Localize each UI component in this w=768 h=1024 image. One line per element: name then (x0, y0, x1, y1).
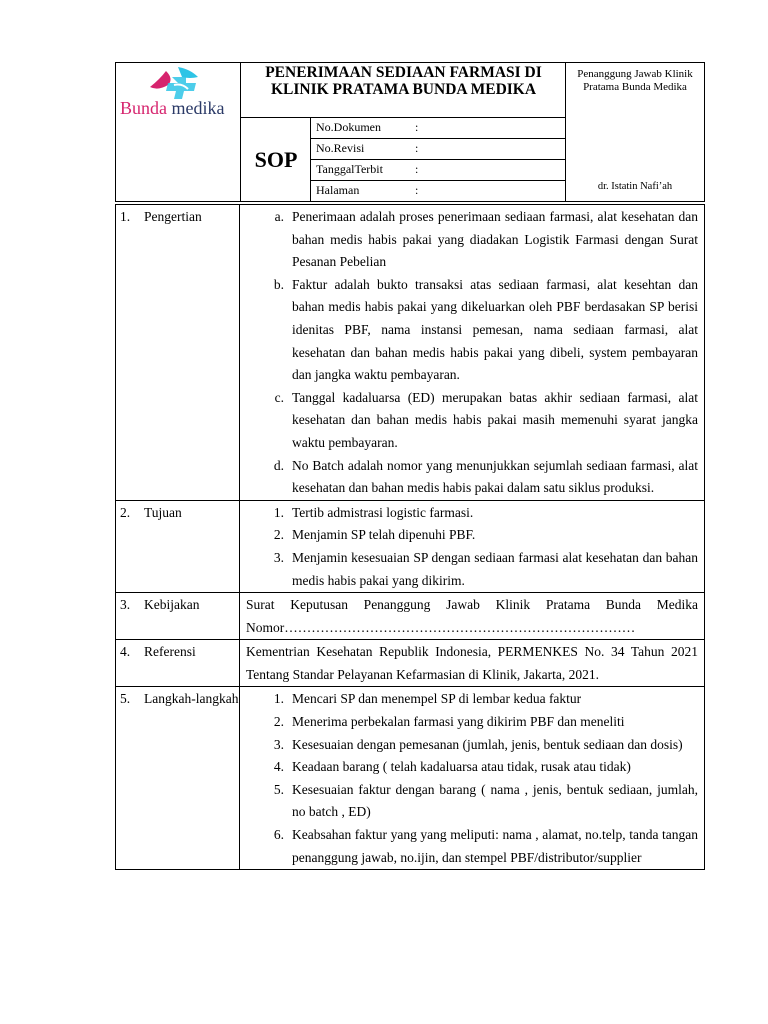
clinic-logo-text: Bunda medika (120, 98, 225, 118)
section-number: 1. (120, 209, 131, 224)
list-item: 4. Keadaan barang ( telah kadaluarsa atau tidak, rusak atau tidak) (273, 759, 631, 775)
section-title: Tujuan (144, 504, 182, 520)
document-title: PENERIMAAN SEDIAAN FARMASI DI KLINIK PRATAMA BUNDA MEDIKA (265, 64, 542, 98)
list-item: 2. Menerima perbekalan farmasi yang dikirim PBF dan meneliti (273, 714, 625, 730)
list-item: b. Faktur adalah bukto transaksi atas sediaan farmasi, alat kesehtan dan bahan medis habis pakai yang dikeluarkan oleh PBF berdasakan SP berisi idenitas PBF, nama instansi pemesan, nama sediaan farmasi, alat kesehatan dan bahan medis habis pakai yang dibeli, system pembayaran dan jangka waktu pembayaran. (273, 276, 698, 383)
list-item: c. Tanggal kadaluarsa (ED) merupakan batas akhir sediaan farmasi, alat kesehatan dan bahan medis habis pakai masih memenuhi syarat jangka waktu pembayaran. (274, 389, 698, 450)
objective-list (240, 501, 704, 592)
section-kebijakan (116, 593, 705, 640)
section-number: 5. (120, 691, 131, 707)
signatory-name: dr. Istatin Nafi’ah (597, 181, 673, 192)
list-item: 2. Menjamin SP telah dipenuhi PBF. (273, 527, 476, 543)
responsible-party: Penanggung Jawab Klinik Pratama Bunda Medika (577, 68, 693, 93)
list-item: 3. Kesesuaian dengan pemesanan (jumlah, jenis, bentuk sediaan dan dosis) (273, 736, 683, 752)
list-item: 1. Tertib admistrasi logistic farmasi. (273, 504, 474, 520)
list-item: a. Penerimaan adalah proses penerimaan sediaan farmasi, alat kesehatan dan bahan medis habis pakai yang diadakan Logistik Farmasi dengan Surat Pesanan Pebelian (274, 209, 698, 270)
sop-label: SOP (254, 147, 298, 172)
issue-date-row: TanggalTerbit : (316, 162, 419, 176)
section-title: Kebijakan (144, 597, 200, 613)
section-title: Pengertian (144, 209, 202, 224)
section-referensi (116, 640, 705, 687)
definition-list (240, 205, 704, 500)
document-header (115, 62, 705, 202)
list-item: 6. Keabsahan faktur yang yang meliputi: nama , alamat, no.telp, tanda tangan penanggung jawab, no.ijin, dan stempel PBF/distributor/supplier (273, 827, 698, 865)
section-number: 4. (120, 644, 131, 660)
medical-cross-logo-icon (146, 65, 210, 101)
section-tujuan (116, 500, 705, 592)
section-number: 3. (120, 597, 131, 613)
section-pengertian (116, 205, 705, 501)
policy-text: Surat Keputusan Penanggung Jawab Klinik Pratama Bunda Medika Nomor…………………………………………………………………… (246, 597, 698, 635)
page-row: Halaman : (316, 183, 419, 197)
list-item: 5. Kesesuaian faktur dengan barang ( nama , jenis, bentuk sediaan, jumlah, no batch , ED) (273, 781, 698, 820)
doc-number-row: No.Dokumen : (316, 120, 419, 134)
section-number: 2. (120, 504, 131, 520)
list-item: d. No Batch adalah nomor yang menunjukkan sejumlah sediaan farmasi, alat kesehatan dan bahan medis habis pakai dalam satu siklus produksi. (273, 457, 698, 496)
steps-list (240, 687, 704, 869)
revision-row: No.Revisi : (316, 141, 419, 155)
clinic-logo (116, 63, 241, 118)
section-langkah (116, 687, 705, 870)
sop-body-table (115, 204, 705, 870)
section-title: Langkah-langkah (144, 691, 239, 707)
sop-document (115, 62, 705, 870)
reference-text: Kementrian Kesehatan Republik Indonesia, PERMENKES No. 34 Tahun 2021 Tentang Standar Pelayanan Kefarmasian di Klinik, Jakarta, 2021. (246, 644, 698, 682)
section-title: Referensi (144, 644, 196, 660)
list-item: 3. Menjamin kesesuaian SP dengan sediaan farmasi alat kesehatan dan bahan medis habis pakai yang dikirim. (273, 549, 698, 588)
list-item: 1. Mencari SP dan menempel SP di lembar kedua faktur (273, 691, 582, 707)
